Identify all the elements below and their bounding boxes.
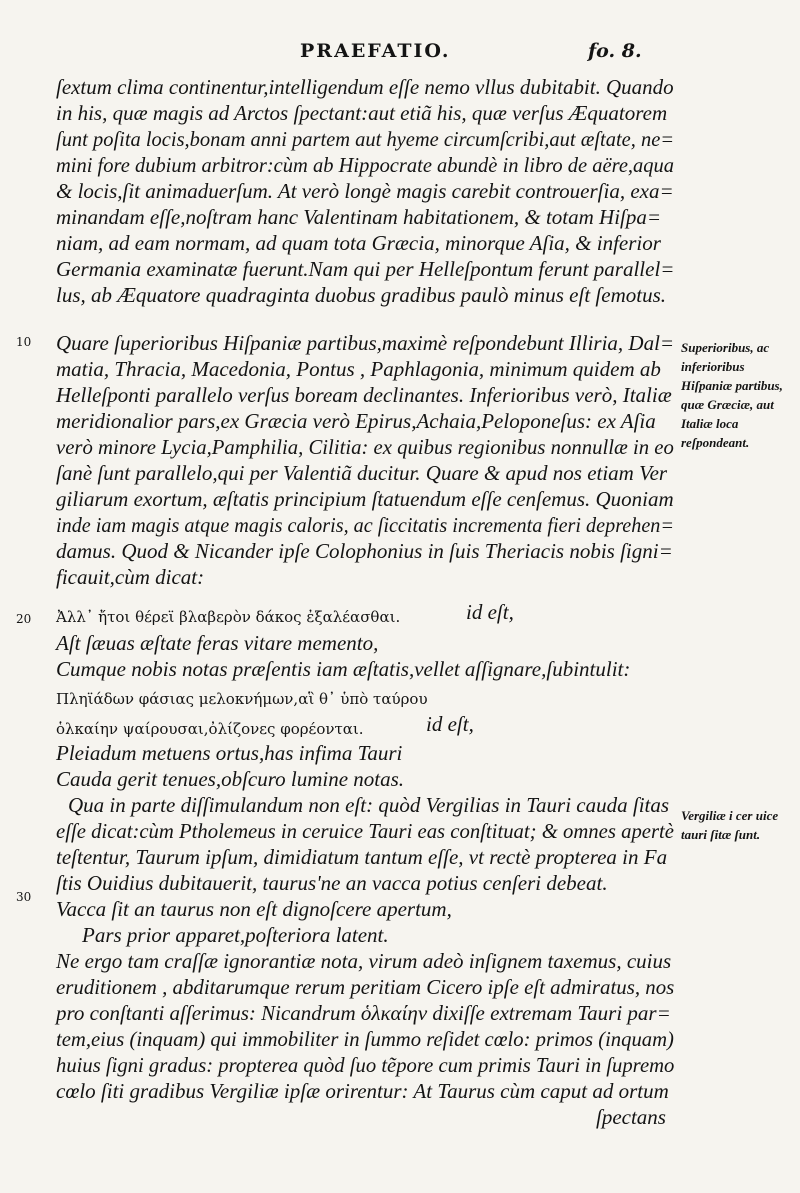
text-line: cœlo ſiti gradibus Vergiliæ ipſæ orirentur: At Taurus cùm caput ad ortum (56, 1079, 669, 1103)
text-line: Pleiadum metuens ortus,has infima Tauri (56, 741, 403, 765)
text-line: teſtentur, Taurum ipſum, dimidiatum tantum eſſe, vt rectè propterea in Fa (56, 845, 668, 869)
text-line: giliarum exortum, æſtatis principium ſtatuendum eſſe cenſemus. Quoniam (56, 487, 674, 511)
folio-number: fo. 8. (588, 40, 642, 62)
text-line: Aſt ſæuas æſtate feras vitare memento, (56, 631, 379, 655)
greek-verse: ὁλκαίην ψαίρουσαι,ὀλίζονες φορέονται. (56, 720, 364, 738)
text-line: pro conſtanti aſſerimus: Nicandrum ὁλκαίην dixiſſe extremam Tauri par= (56, 1001, 671, 1025)
text-line: niam, ad eam normam, ad quam tota Græcia, minorque Aſia, & inferior (56, 231, 661, 255)
id-est-label: id eſt, (426, 712, 474, 736)
text-line: damus. Quod & Nicander ipſe Colophonius in ſuis Theriacis nobis ſigni= (56, 539, 673, 563)
page-title: PRAEFATIO. (300, 40, 451, 62)
text-line: eſſe dicat:cùm Ptholemeus in ceruice Tauri eas conſtituat; & omnes apertè (56, 819, 674, 843)
text-line: minandam eſſe,noſtram hanc Valentinam habitationem, & totam Hiſpa= (56, 205, 662, 229)
text-line: tem,eius (inquam) qui immobiliter in ſummo reſidet cœlo: primos (inquam) (56, 1027, 674, 1051)
marginal-note: Superioribus, ac inferioribus Hiſpaniæ partibus, quæ Græciæ, aut Italiæ loca reſpondeant. (681, 340, 783, 450)
text-line: ſextum clima continentur,intelligendum eſſe nemo vllus dubitabit. Quando (56, 75, 674, 99)
text-line: Ne ergo tam craſſæ ignorantiæ nota, virum adeò inſignem taxemus, cuius (56, 949, 672, 973)
greek-line (56, 600, 514, 630)
text-line: Qua in parte diſſimulandum non eſt: quòd Vergilias in Tauri cauda ſitas (68, 793, 670, 817)
id-est-label: id eſt, (466, 600, 514, 624)
line-number-30: 30 (16, 890, 32, 904)
text-line: lus, ab Æquatore quadraginta duobus gradibus paulò minus eſt ſemotus. (56, 283, 666, 307)
line-number-20: 20 (16, 612, 32, 626)
text-line: Cumque nobis notas præſentis iam æſtatis,vellet aſſignare,ſubintulit: (56, 657, 631, 681)
greek-line: Πληϊάδων φάσιας μελοκνήμων,αἳ θ᾽ ὑπὸ ταύρου (56, 690, 428, 708)
text-line: Pars prior apparet,poſteriora latent. (82, 923, 389, 947)
greek-verse: Ἀλλ᾽ ἤτοι θέρεϊ βλαβερὸν δάκος ἐξαλέασθαι. (56, 608, 401, 626)
text-line: & locis,ſit animaduerſum. At verò longè magis carebit controuerſia, exa= (56, 179, 674, 203)
text-line: meridionalior pars,ex Græcia verò Epirus,Achaia,Peloponeſus: ex Aſia (56, 409, 656, 433)
text-line: matia, Thracia, Macedonia, Pontus , Paphlagonia, minimum quidem ab (56, 357, 661, 381)
text-line: inde iam magis atque magis caloris, ac ſiccitatis incrementa fieri deprehen= (56, 513, 675, 537)
text-line: eruditionem , abditarumque rerum peritiam Cicero ipſe eſt admiratus, nos (56, 975, 675, 999)
text-line: in his, quæ magis ad Arctos ſpectant:aut etiã his, quæ verſus Æquatorem (56, 101, 668, 125)
text-line: Helleſponti parallelo verſus boream declinantes. Inferioribus verò, Italiæ (56, 383, 672, 407)
text-line: mini fore dubium arbitror:cùm ab Hippocrate abundè in libro de aëre,aqua (56, 153, 675, 177)
line-number-10: 10 (16, 335, 32, 349)
text-line: Vacca ſit an taurus non eſt dignoſcere apertum, (56, 897, 452, 921)
text-line: huius ſigni gradus: propterea quòd ſuo tẽpore cum primis Tauri in ſupremo (56, 1053, 675, 1077)
text-line: ſunt poſita locis,bonam anni partem aut hyeme circumſcribi,aut æſtate, ne= (56, 127, 675, 151)
text-line: Germania examinatæ fuerunt.Nam qui per Helleſpontum ferunt parallel= (56, 257, 675, 281)
greek-line (56, 712, 474, 742)
text-line: ficauit,cùm dicat: (56, 565, 205, 589)
text-line: Cauda gerit tenues,obſcuro lumine notas. (56, 767, 405, 791)
running-header (0, 40, 800, 70)
text-line: ſanè ſunt parallelo,qui per Valentiã ducitur. Quare & apud nos etiam Ver (56, 461, 668, 485)
catchword: ſpectans (596, 1105, 666, 1129)
text-line: Quare ſuperioribus Hiſpaniæ partibus,maximè reſpondebunt Illiria, Dal= (56, 331, 675, 355)
text-line: ſtis Ouidius dubitauerit, taurus'ne an vacca potius cenſeri debeat. (56, 871, 608, 895)
marginal-note: Vergiliæ i cer uice tauri ſitæ ſunt. (681, 808, 779, 842)
text-line: verò minore Lycia,Pamphilia, Cilitia: ex quibus regionibus nonnullæ in eo (56, 435, 674, 459)
